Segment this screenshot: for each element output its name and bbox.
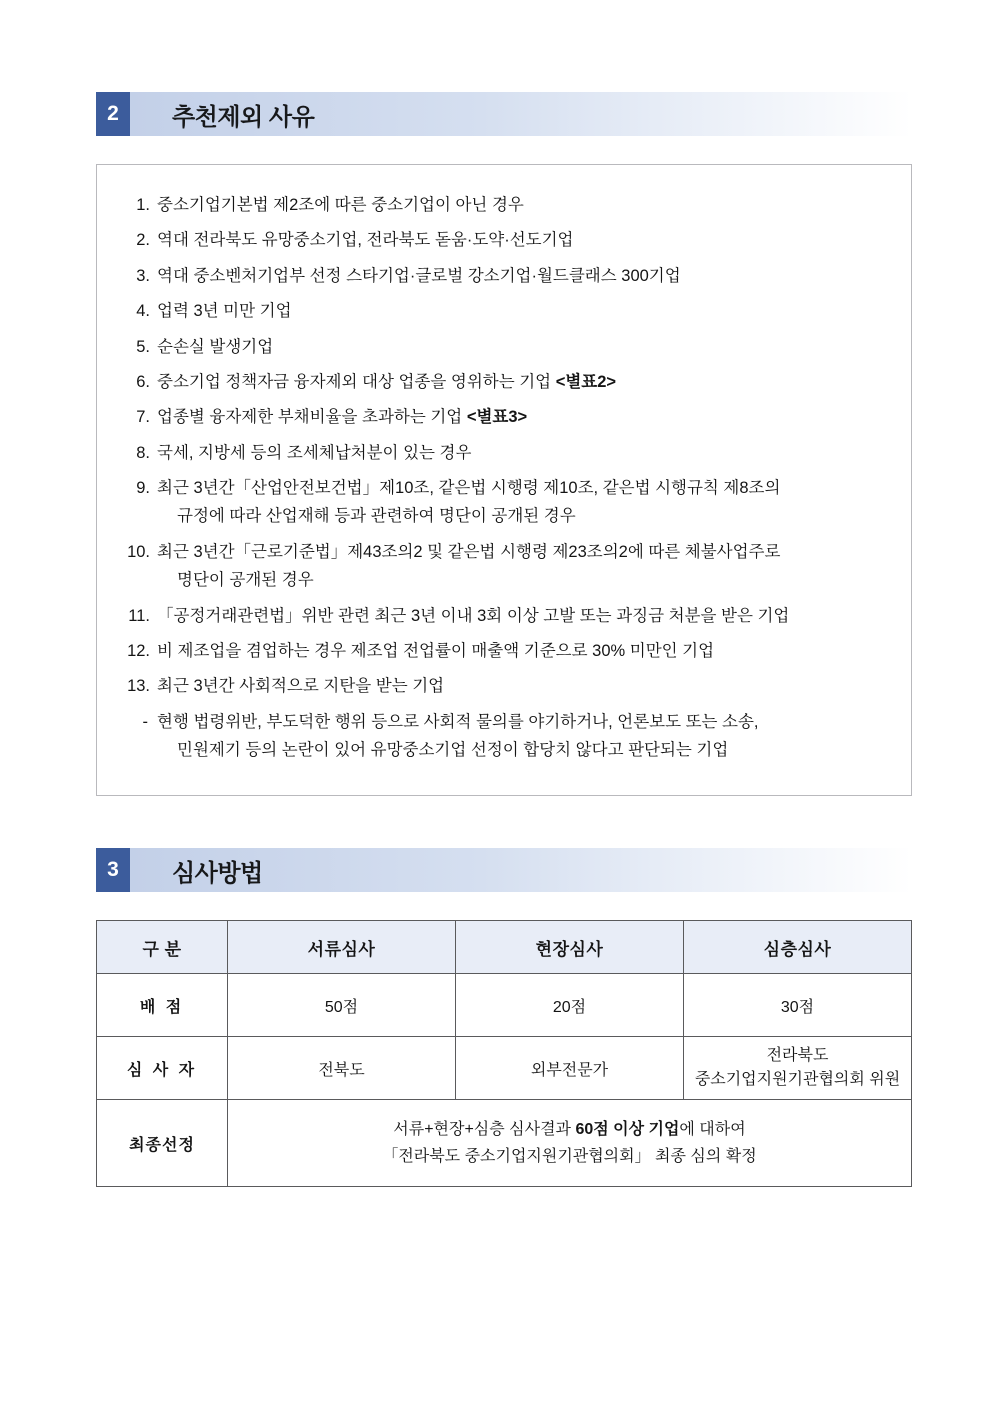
table-row-final-selection — [97, 1100, 912, 1187]
row-label: 배 점 — [97, 974, 228, 1037]
exclusion-reasons-list — [123, 191, 885, 764]
reason-text: 역대 중소벤처기업부 선정 스타기업·글로벌 강소기업·월드클래스 300기업 — [157, 266, 681, 285]
reason-number: 5. — [136, 337, 150, 356]
reason-item — [123, 226, 885, 254]
exclusion-reasons-box — [96, 164, 912, 796]
table-body — [97, 974, 912, 1187]
table-row — [97, 1037, 912, 1100]
reason-item — [123, 297, 885, 325]
reason-number: - — [142, 712, 148, 731]
reason-number: 6. — [136, 372, 150, 391]
table-cell: 전라북도 중소기업지원기관협의회 위원 — [684, 1037, 912, 1100]
section-title: 심사방법 — [172, 859, 263, 887]
section-number-badge: 2 — [96, 92, 130, 136]
reason-number: 10. — [127, 542, 150, 561]
reason-number: 11. — [128, 606, 150, 625]
reason-reference-tag: <별표2> — [555, 372, 617, 391]
column-header-division: 구 분 — [97, 921, 228, 974]
reason-item — [123, 191, 885, 219]
reason-text: 역대 전라북도 유망중소기업, 전라북도 돋움·도약·선도기업 — [157, 231, 574, 250]
reason-item — [123, 262, 885, 290]
reason-number: 9. — [136, 479, 150, 497]
reason-text: 현행 법령위반, 부도덕한 행위 등으로 사회적 물의를 야기하거나, 언론보도 또는 소송, 민원제기 등의 논란이 있어 유망중소기업 선정이 합당치 않다고 판단되는 기업 — [157, 708, 885, 765]
column-header-onsite-review: 현장심사 — [456, 921, 684, 974]
reason-item — [123, 474, 885, 531]
reason-text: 비 제조업을 겸업하는 경우 제조업 전업률이 매출액 기준으로 30% 미만인 기업 — [157, 641, 715, 660]
reason-text: 순손실 발생기업 — [157, 337, 274, 356]
table-header-row — [97, 921, 912, 974]
table-cell: 외부전문가 — [456, 1037, 684, 1100]
section-title-bar — [130, 92, 912, 136]
reason-number: 7. — [136, 408, 150, 427]
reason-item — [123, 439, 885, 467]
reason-continuation-line: 민원제기 등의 논란이 있어 유망중소기업 선정이 합당치 않다고 판단되는 기업 — [177, 741, 729, 759]
reason-text: 「공정거래관련법」위반 관련 최근 3년 이내 3회 이상 고발 또는 과징금 처분을 받은 기업 — [157, 606, 790, 625]
reason-item — [123, 672, 885, 700]
reason-text: 중소기업 정책자금 융자제외 대상 업종을 영위하는 기업 <별표2> — [157, 372, 617, 391]
table-row — [97, 974, 912, 1037]
reason-number: 12. — [127, 641, 150, 660]
reason-continuation-line: 명단이 공개된 경우 — [177, 571, 314, 590]
section-title: 추천제외 사유 — [172, 103, 315, 131]
reason-item — [123, 602, 885, 630]
reason-item — [123, 368, 885, 396]
table-cell: 50점 — [228, 974, 456, 1037]
table-cell: 20점 — [456, 974, 684, 1037]
reason-continuation-line: 규정에 따라 산업재해 등과 관련하여 명단이 공개된 경우 — [177, 507, 576, 526]
reason-text: 최근 3년간「근로기준법」제43조의2 및 같은법 시행령 제23조의2에 따른 체불사업주로 명단이 공개된 경우 — [157, 538, 885, 595]
table-cell: 30점 — [684, 974, 912, 1037]
reason-reference-tag: <별표3> — [466, 408, 528, 427]
reason-text: 최근 3년간 사회적으로 지탄을 받는 기업 — [157, 677, 445, 696]
review-method-table — [96, 920, 912, 1187]
reason-number: 3. — [136, 266, 150, 285]
row-label: 심 사 자 — [97, 1037, 228, 1100]
reason-number: 4. — [136, 302, 150, 321]
reason-item — [123, 333, 885, 361]
reason-number: 8. — [136, 443, 150, 462]
table-header — [97, 921, 912, 974]
reason-text: 국세, 지방세 등의 조세체납처분이 있는 경우 — [157, 443, 472, 462]
section-header-3 — [96, 848, 912, 892]
reason-item — [123, 708, 885, 765]
final-selection-criteria: 서류+현장+심층 심사결과 60점 이상 기업에 대하여 「전라북도 중소기업지원기관협의회」 최종 심의 확정 — [228, 1100, 912, 1187]
section-title-bar — [130, 848, 912, 892]
table-cell: 전북도 — [228, 1037, 456, 1100]
row-label-final-selection: 최종선정 — [97, 1100, 228, 1187]
reason-text: 최근 3년간「산업안전보건법」제10조, 같은법 시행령 제10조, 같은법 시행규칙 제8조의 규정에 따라 산업재해 등과 관련하여 명단이 공개된 경우 — [157, 474, 885, 531]
reason-text: 업종별 융자제한 부채비율을 초과하는 기업 <별표3> — [157, 408, 528, 427]
reason-number: 2. — [136, 231, 150, 250]
final-selection-threshold: 60점 이상 기업 — [575, 1120, 680, 1138]
reason-item — [123, 637, 885, 665]
reason-number: 1. — [136, 196, 150, 214]
reason-text: 업력 3년 미만 기업 — [157, 302, 292, 321]
reason-item — [123, 538, 885, 595]
section-header-2 — [96, 92, 912, 136]
reason-item — [123, 403, 885, 431]
column-header-document-review: 서류심사 — [228, 921, 456, 974]
reason-text: 중소기업기본법 제2조에 따른 중소기업이 아닌 경우 — [157, 196, 524, 214]
column-header-indepth-review: 심층심사 — [684, 921, 912, 974]
reason-number: 13. — [127, 677, 150, 696]
section-number-badge: 3 — [96, 848, 130, 892]
